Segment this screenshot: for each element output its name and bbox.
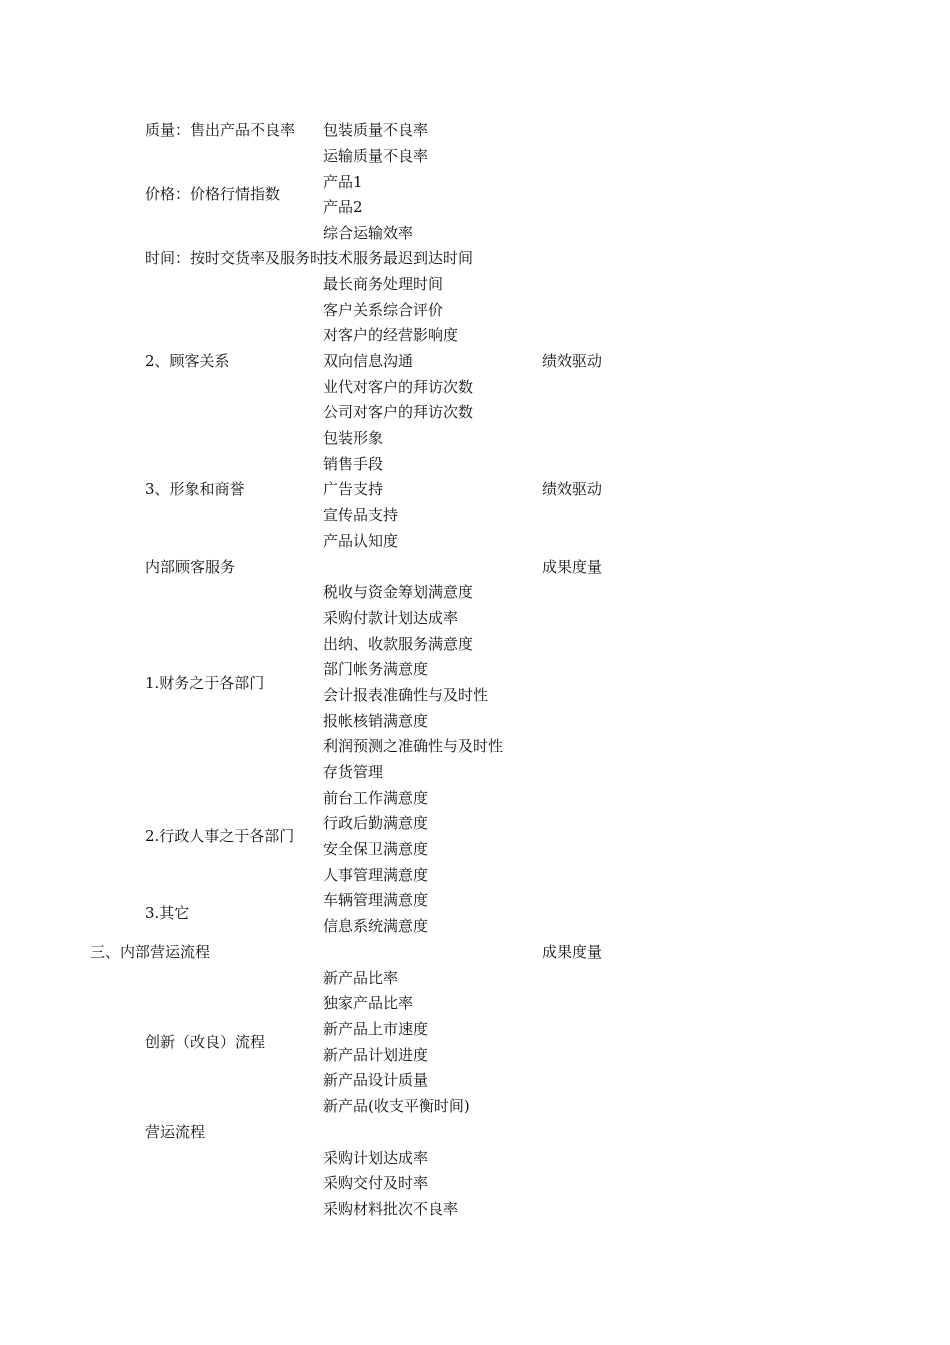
indicator-item: 产品1 [323,173,363,191]
label-other: 3.其它 [145,904,190,922]
indicator-item: 采购材料批次不良率 [323,1200,459,1218]
label-admin-hr: 2.行政人事之于各部门 [145,827,295,845]
indicator-item: 新产品计划进度 [323,1046,429,1064]
indicator-item: 双向信息沟通 [323,352,414,370]
type-internal-service: 成果度量 [542,558,603,576]
indicator-item: 新产品(收支平衡时间) [323,1097,470,1115]
indicator-item: 人事管理满意度 [323,866,429,884]
indicator-item: 新产品设计质量 [323,1071,429,1089]
indicator-item: 新产品比率 [323,969,399,987]
indicator-item: 销售手段 [323,455,384,473]
indicator-item: 产品2 [323,198,363,216]
indicator-item: 信息系统满意度 [323,917,429,935]
label-internal-process: 三、内部营运流程 [90,943,211,961]
indicator-item: 业代对客户的拜访次数 [323,378,474,396]
indicator-item: 会计报表准确性与及时性 [323,686,489,704]
indicator-item: 出纳、收款服务满意度 [323,635,474,653]
indicator-item: 税收与资金筹划满意度 [323,583,474,601]
type-customer-relation: 绩效驱动 [542,352,603,370]
indicator-item: 对客户的经营影响度 [323,326,459,344]
indicator-item: 运输质量不良率 [323,147,429,165]
indicator-item: 技术服务最迟到达时间 [323,249,474,267]
type-internal-process: 成果度量 [542,943,603,961]
label-image-reputation: 3、形象和商誉 [145,480,245,498]
indicator-item: 采购交付及时率 [323,1174,429,1192]
indicator-item: 新产品上市速度 [323,1020,429,1038]
indicator-item: 公司对客户的拜访次数 [323,403,474,421]
indicator-item: 部门帐务满意度 [323,660,429,678]
indicator-item: 采购付款计划达成率 [323,609,459,627]
indicator-item: 包装形象 [323,429,384,447]
indicator-item: 包装质量不良率 [323,121,429,139]
indicator-item: 客户关系综合评价 [323,301,444,319]
indicator-item: 存货管理 [323,763,384,781]
indicator-item: 最长商务处理时间 [323,275,444,293]
indicator-item: 广告支持 [323,480,384,498]
indicator-item: 车辆管理满意度 [323,891,429,909]
label-time: 时间：按时交货率及服务时 [145,249,326,267]
indicator-item: 独家产品比率 [323,994,414,1012]
indicator-item: 利润预测之准确性与及时性 [323,737,504,755]
label-finance: 1.财务之于各部门 [145,674,265,692]
indicator-item: 采购计划达成率 [323,1149,429,1167]
indicator-item: 前台工作满意度 [323,789,429,807]
label-customer-relation: 2、顾客关系 [145,352,230,370]
type-image-reputation: 绩效驱动 [542,480,603,498]
label-quality: 质量：售出产品不良率 [145,121,296,139]
label-price: 价格：价格行情指数 [145,185,281,203]
label-operations: 营运流程 [145,1123,206,1141]
label-innovation: 创新（改良）流程 [145,1033,266,1051]
indicator-item: 报帐核销满意度 [323,712,429,730]
indicator-item: 行政后勤满意度 [323,814,429,832]
label-internal-service: 内部顾客服务 [145,558,236,576]
indicator-item: 产品认知度 [323,532,399,550]
indicator-item: 宣传品支持 [323,506,399,524]
indicator-item: 安全保卫满意度 [323,840,429,858]
indicator-item: 综合运输效率 [323,224,414,242]
